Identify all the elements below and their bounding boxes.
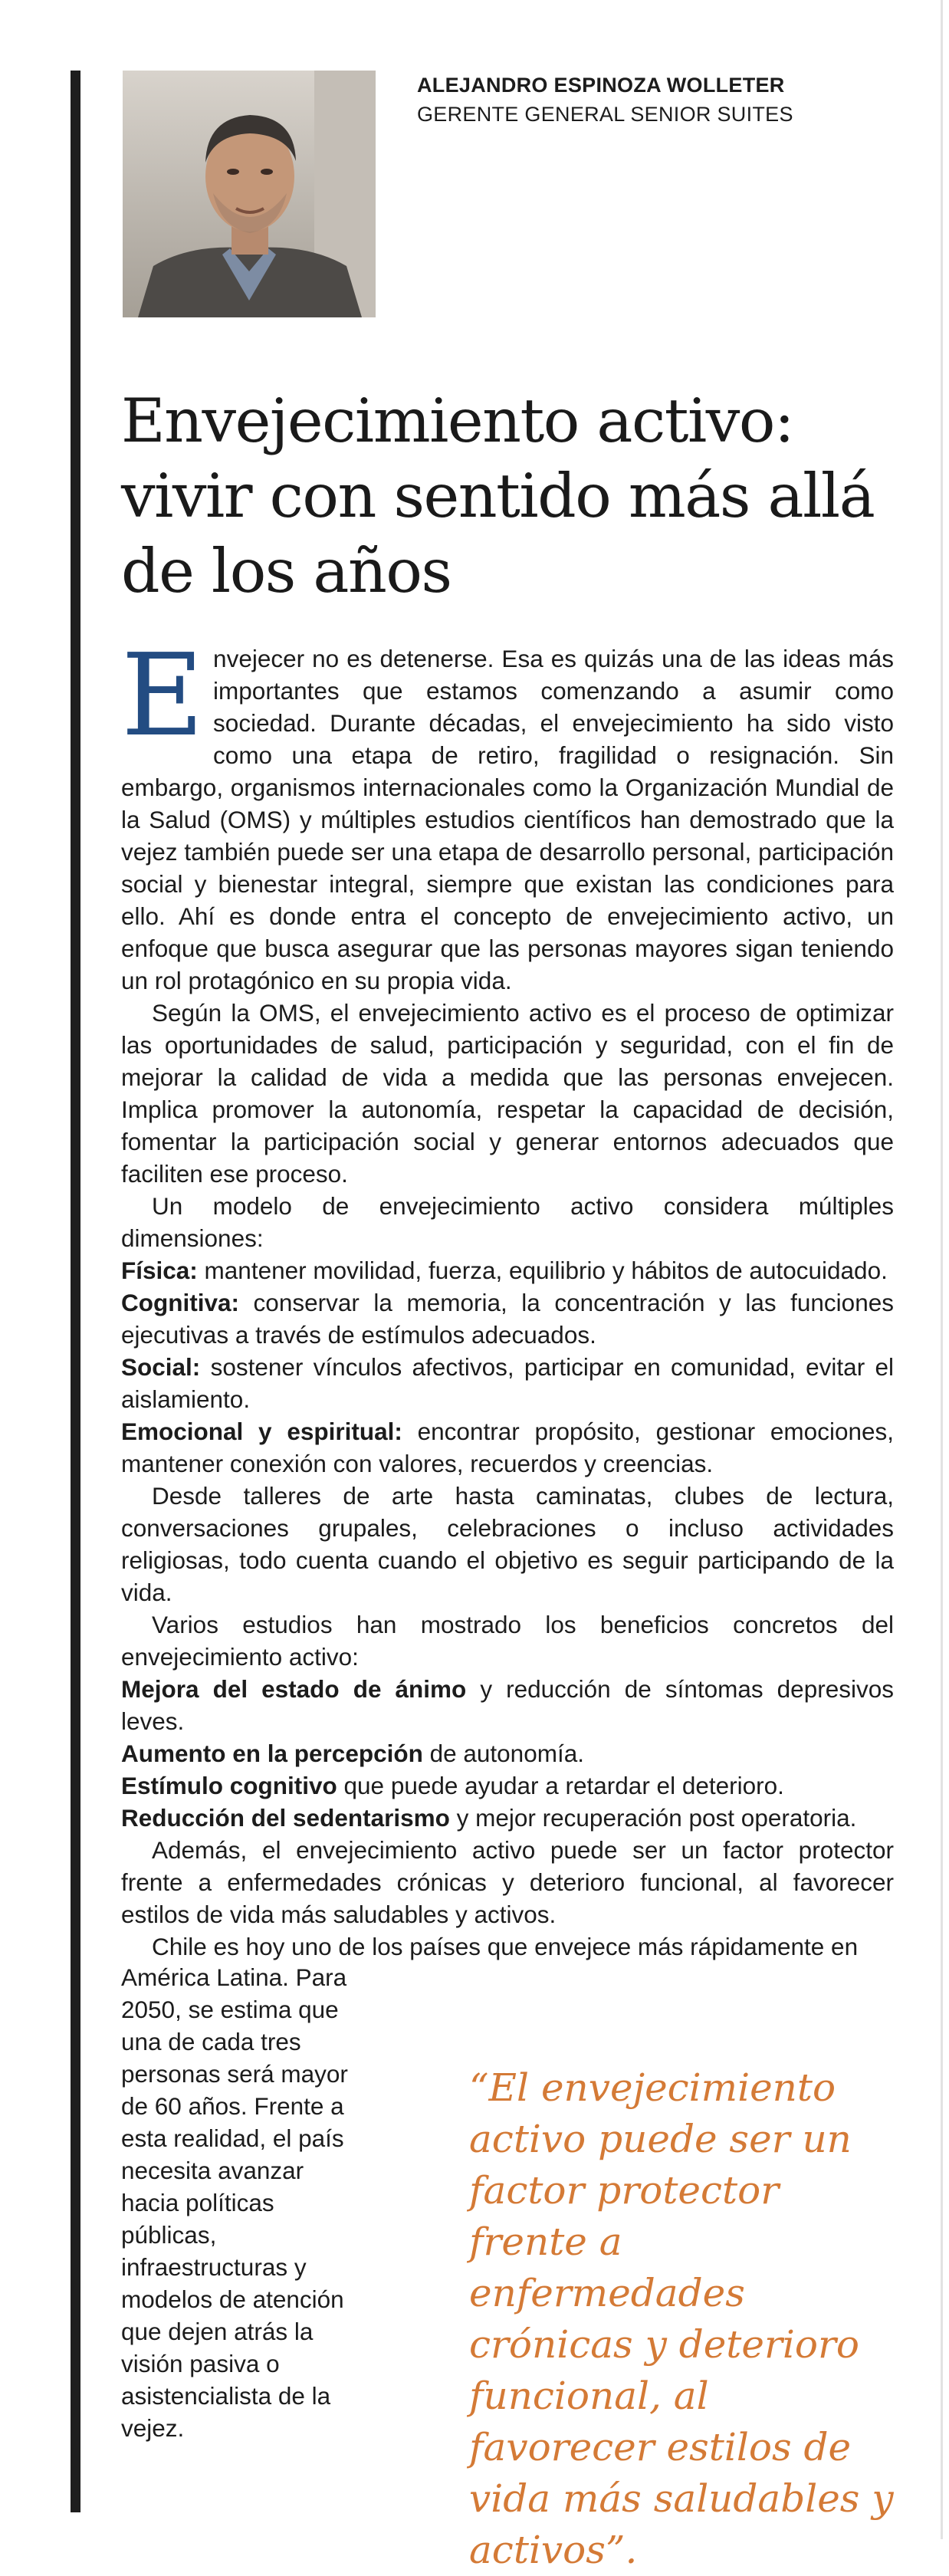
author-portrait-illustration	[123, 71, 376, 317]
benefit-item: Aumento en la percepción de autonomía.	[121, 1740, 584, 1767]
paragraph-oms-definition: Según la OMS, el envejecimiento activo es el proceso de optimizar las oportunidades de salud, participación y seguridad, con el fin de mejorar la calidad de vida a medida que las personas envejecen. Implica promover la autonomía, respetar la capacidad de decisión, fomentar la participación social y generar entornos adecuados que faciliten ese proceso.	[121, 999, 894, 1188]
paragraph-activities: Desde talleres de arte hasta caminatas, clubes de lectura, conversaciones grupales, celebraciones o incluso actividades religiosas, todo cuenta cuando el objetivo es seguir participando de la vida.	[121, 1482, 894, 1606]
drop-cap: E	[121, 629, 205, 761]
article-body	[121, 629, 895, 1963]
author-photo	[123, 71, 376, 317]
paragraph-chile: Chile es hoy uno de los países que envejece más rápidamente en	[152, 1933, 859, 1960]
article-headline: Envejecimiento activo: vivir con sentido más allá de los años	[121, 386, 875, 606]
dimension-item: Social: sostener vínculos afectivos, participar en comunidad, evitar el aislamiento.	[121, 1353, 894, 1413]
paragraph-benefits-intro: Varios estudios han mostrado los beneficios concretos del envejecimiento activo:	[121, 1611, 894, 1671]
benefit-item: Estímulo cognitivo que puede ayudar a retardar el deterioro.	[121, 1772, 784, 1799]
benefit-item: Reducción del sedentarismo y mejor recuperación post operatoria.	[121, 1804, 857, 1832]
dimension-item: Física: mantener movilidad, fuerza, equilibrio y hábitos de autocuidado.	[121, 1257, 888, 1284]
right-page-edge	[941, 0, 943, 2539]
paragraph-protective-factor: Además, el envejecimiento activo puede ser un factor protector frente a enfermedades crónicas y deterioro funcional, al favorecer estilos de vida más saludables y activos.	[121, 1836, 894, 1928]
author-byline	[417, 71, 793, 129]
dimension-item: Cognitiva: conservar la memoria, la concentración y las funciones ejecutivas a través de estímulos adecuados.	[121, 1289, 894, 1349]
author-position: GERENTE GENERAL SENIOR SUITES	[417, 103, 793, 126]
author-name: ALEJANDRO ESPINOZA WOLLETER	[417, 74, 785, 97]
paragraph-chile-continued: América Latina. Para 2050, se estima que una de cada tres personas será mayor de 60 años. Frente a esta realidad, el país necesita avanzar hacia políticas públicas, infraestructuras y modelos de atención que dejen atrás la visión pasiva o asistencialista de la vejez.	[121, 1963, 348, 2442]
benefit-item: Mejora del estado de ánimo y reducción de síntomas depresivos leves.	[121, 1675, 894, 1735]
dimension-item: Emocional y espiritual: encontrar propósito, gestionar emociones, mantener conexión con valores, recuerdos y creencias.	[121, 1418, 895, 1477]
left-vertical-rule	[71, 71, 80, 2512]
paragraph-intro: Envejecer no es detenerse. Esa es quizás una de las ideas más importantes que estamos comenzando a asumir como sociedad. Durante décadas, el envejecimiento ha sido visto como una etapa de retiro, fragilidad o resignación. Sin embargo, organismos internacionales como la Organización Mundial de la Salud (OMS) y múltiples estudios científicos han demostrado que la vejez también puede ser una etapa de desarrollo personal, participación social y bienestar integral, siempre que existan las condiciones para ello. Ahí es donde entra el concepto de envejecimiento activo, un enfoque que busca asegurar que las personas mayores sigan teniendo un rol protagónico en su propia vida.	[121, 629, 894, 994]
paragraph-dimensions-intro: Un modelo de envejecimiento activo considera múltiples dimensiones:	[121, 1192, 894, 1252]
pull-quote: “El envejecimiento activo puede ser un factor protector frente a enfermedades crónicas y deterioro funcional, al favorecer estilos de vida más saludables y activos”.	[469, 2065, 894, 2572]
